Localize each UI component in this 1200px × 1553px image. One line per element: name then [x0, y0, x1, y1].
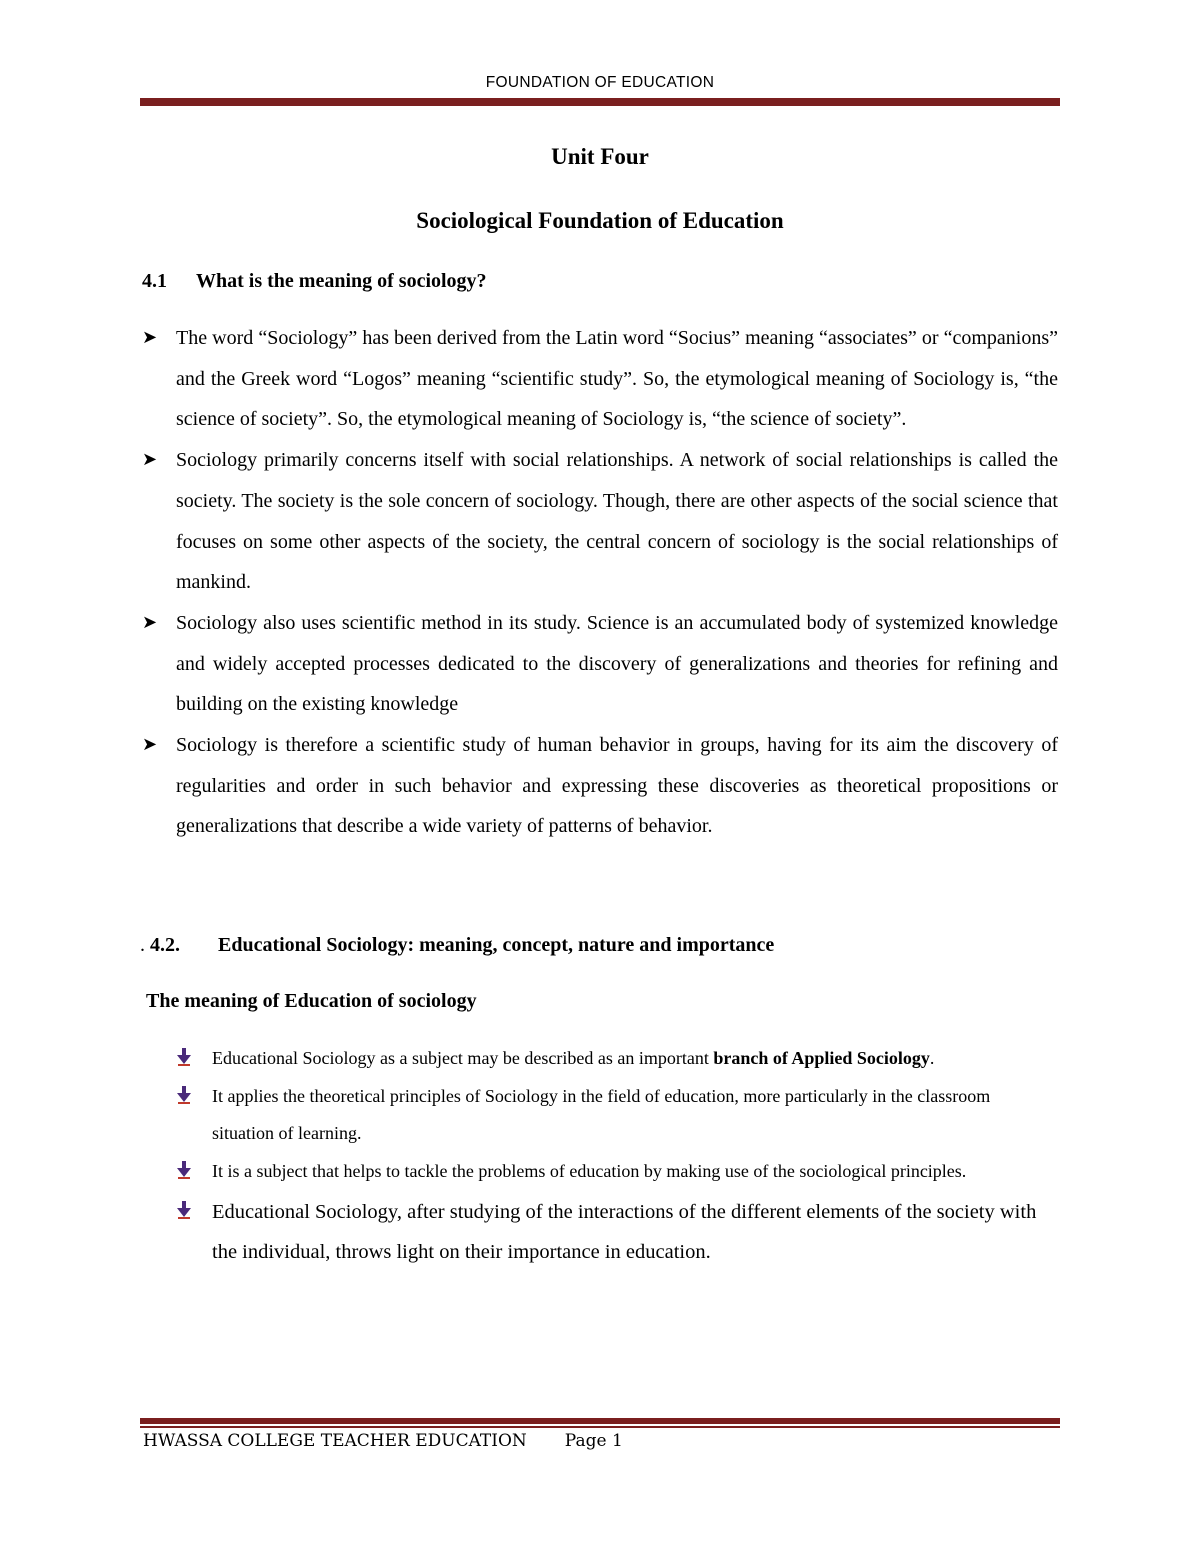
sociology-bullet-list	[142, 318, 1058, 847]
section-heading-4-1	[142, 270, 487, 293]
list-item: Educational Sociology, after studying of the interactions of the different elements of the society with the individual, throws light on their importance in education.	[176, 1192, 1056, 1272]
section-heading-4-2	[140, 934, 774, 957]
section-number: 4.2.	[150, 934, 180, 956]
down-arrow-bullet-icon	[176, 1160, 192, 1180]
footer-college: HWASSA COLLEGE TEACHER EDUCATION	[143, 1431, 527, 1451]
arrowhead-bullet-icon: ➤	[142, 327, 158, 348]
list-item: ➤ The word “Sociology” has been derived from the Latin word “Socius” meaning “associates” or “companions” and the Greek word “Logos” meaning “scientific study”. So, the etymological meaning of Sociology is, “the science of society”. So, the etymological meaning of Sociology is, “the science of society”.	[142, 318, 1058, 440]
header-rule	[140, 98, 1060, 106]
list-item: ➤ Sociology also uses scientific method in its study. Science is an accumulated body of systemized knowledge and widely accepted processes dedicated to the discovery of generalizations and theories for refining and building on the existing knowledge	[142, 603, 1058, 725]
arrowhead-bullet-icon: ➤	[142, 611, 158, 633]
list-item: ➤ Sociology primarily concerns itself with social relationships. A network of social relationships is called the society. The society is the sole concern of sociology. Though, there are other aspects of the social science that focuses on some other aspects of the society, the central concern of sociology is the social relationships of mankind.	[142, 440, 1058, 603]
page-number: Page 1	[564, 1431, 623, 1451]
section-number: 4.1	[142, 270, 167, 292]
subheading: The meaning of Education of sociology	[146, 990, 477, 1012]
section-heading-text: What is the meaning of sociology?	[196, 270, 487, 292]
list-item: ➤ Sociology is therefore a scientific study of human behavior in groups, having for its aim the discovery of regularities and order in such behavior and expressing these discoveries as theoretical propositions or generalizations that describe a wide variety of patterns of behavior.	[142, 725, 1058, 847]
list-item: Educational Sociology as a subject may be described as an important branch of Applied Sociology.	[176, 1040, 1056, 1078]
page-footer	[143, 1431, 623, 1451]
footer-rule-thin	[140, 1426, 1060, 1428]
arrowhead-bullet-icon: ➤	[142, 449, 158, 471]
footer-rule	[140, 1418, 1060, 1424]
stray-period: .	[140, 934, 145, 956]
arrowhead-bullet-icon: ➤	[142, 734, 158, 756]
list-item: It is a subject that helps to tackle the problems of education by making use of the sociological principles.	[176, 1153, 1056, 1191]
section-heading-text: Educational Sociology: meaning, concept, nature and importance	[218, 934, 775, 956]
unit-title: Unit Four	[551, 144, 649, 169]
down-arrow-bullet-icon	[176, 1047, 192, 1067]
page-header: FOUNDATION OF EDUCATION	[485, 74, 715, 91]
list-item: It applies the theoretical principles of Sociology in the field of education, more particularly in the classroom situation of learning.	[176, 1078, 1056, 1153]
educational-sociology-list	[176, 1040, 1056, 1272]
chapter-title: Sociological Foundation of Education	[416, 208, 784, 233]
down-arrow-bullet-icon	[176, 1200, 192, 1220]
down-arrow-bullet-icon	[176, 1085, 192, 1105]
